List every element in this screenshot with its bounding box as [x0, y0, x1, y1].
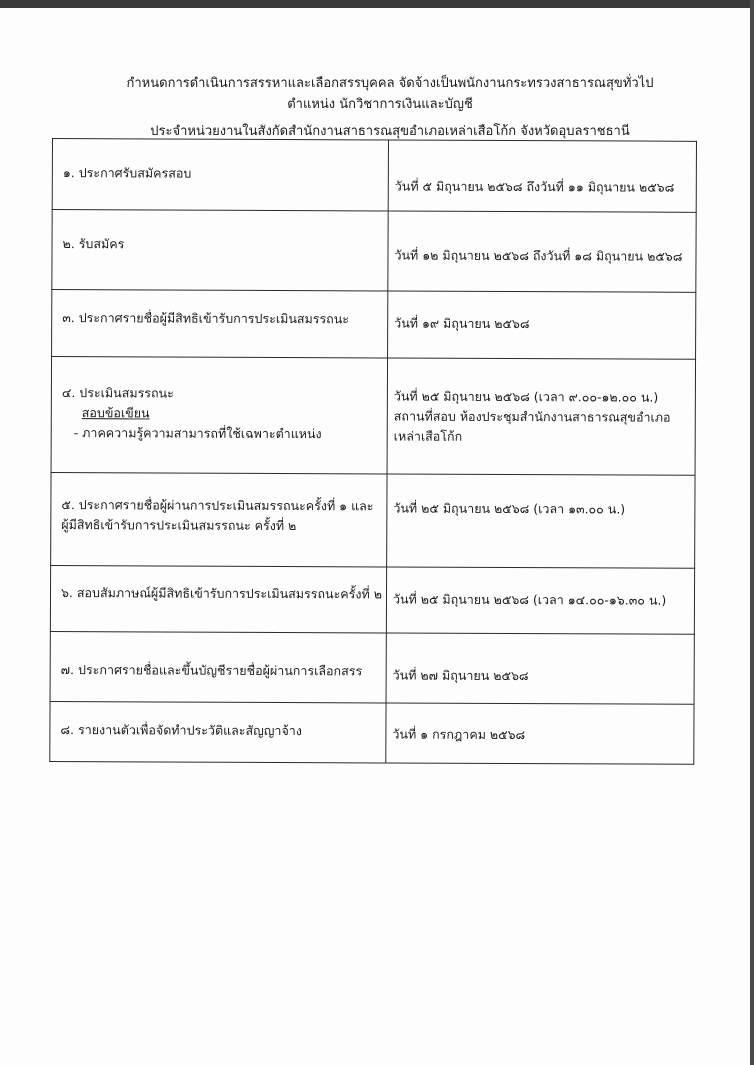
- step-label: ๔. ประเมินสมรรถนะ: [61, 385, 174, 401]
- step-label: ๑. ประกาศรับสมัครสอบ: [62, 165, 192, 181]
- step-cell: [51, 357, 388, 474]
- step-cell: [50, 631, 386, 702]
- date-cell: [388, 291, 696, 359]
- table-row: [52, 210, 696, 293]
- step-label: ๗. ประกาศรายชื่อและขึ้นบัญชีรายชื่อผู้ผ่านการเลือกสรร: [60, 662, 363, 679]
- date-label: วันที่ ๑๙ มิถุนายน ๒๕๖๘: [394, 315, 530, 332]
- date-label: วันที่ ๒๕ มิถุนายน ๒๕๖๘ (เวลา ๑๔.๐๐-๑๖.๓๐ น.): [392, 591, 667, 608]
- date-label: วันที่ ๑ กรกฎาคม ๒๕๖๘: [392, 726, 526, 743]
- date-cell: [388, 211, 696, 292]
- agency-title: ประจำหน่วยงานในสังกัดสำนักงานสาธารณสุขอำเภอเหล่าเสือโก้ก จังหวัดอุบลราชธานี: [150, 124, 630, 139]
- step-cell: [50, 701, 386, 762]
- step-label: ๒. รับสมัคร: [62, 236, 125, 252]
- date-cell: [388, 140, 696, 212]
- step-cell: [51, 472, 387, 566]
- document-title: กำหนดการดำเนินการสรรหาและเลือกสรรบุคคล จัดจ้างเป็นพนักงานกระทรวงสาธารณสุขทั่วไป: [126, 76, 654, 91]
- step-label-cont: ผู้มีสิทธิเข้ารับการประเมินสมรรถนะ ครั้งที่ ๒: [61, 517, 297, 534]
- window-right-edge: [750, 0, 754, 1065]
- date-cell: [386, 633, 694, 704]
- date-label: วันที่ ๒๕ มิถุนายน ๒๕๖๘ (เวลา ๑๓.๐๐ น.): [393, 500, 626, 517]
- exam-location-label: สถานที่สอบ ห้องประชุมสำนักงานสาธารณสุขอำเภอ: [393, 408, 671, 425]
- written-exam-label: สอบข้อเขียน: [81, 405, 150, 421]
- exam-location-label-cont: เหล่าเสือโก้ก: [393, 428, 463, 444]
- table-row: [51, 472, 695, 568]
- date-label: วันที่ ๒๕ มิถุนายน ๒๕๖๘ (เวลา ๙.๐๐-๑๒.๐๐ น.): [393, 388, 659, 405]
- step-label: ๕. ประกาศรายชื่อผู้ผ่านการประเมินสมรรถนะครั้งที่ ๑ และ: [61, 497, 374, 514]
- table-row: [52, 139, 696, 213]
- step-cell: [52, 139, 388, 211]
- date-cell: [386, 567, 694, 634]
- schedule-table: [49, 138, 697, 765]
- date-cell: [386, 703, 694, 764]
- step-label: ๘. รายงานตัวเพื่อจัดทำประวัติและสัญญาจ้าง: [60, 722, 302, 739]
- date-cell: [387, 474, 695, 568]
- step-label: ๓. ประกาศรายชื่อผู้มีสิทธิเข้ารับการประเมินสมรรถนะ: [62, 310, 350, 327]
- date-label: วันที่ ๕ มิถุนายน ๒๕๖๘ ถึงวันที่ ๑๑ มิถุนายน ๒๕๖๘: [394, 178, 675, 195]
- step-label: ๖. สอบสัมภาษณ์ผู้มีสิทธิเข้ารับการประเมินสมรรถนะครั้งที่ ๒: [60, 585, 382, 602]
- table-row: [50, 701, 694, 764]
- table-row: [50, 565, 694, 634]
- table-row: [50, 631, 694, 704]
- table-row: [51, 357, 696, 476]
- table-row: [52, 290, 696, 360]
- position-title: ตำแหน่ง นักวิชาการเงินและบัญชี: [287, 97, 473, 112]
- step-cell: [50, 565, 386, 632]
- date-cell: [387, 358, 696, 475]
- step-cell: [52, 290, 388, 358]
- step-cell: [52, 210, 388, 291]
- date-label: วันที่ ๒๗ มิถุนายน ๒๕๖๘: [392, 667, 529, 684]
- date-label: วันที่ ๑๒ มิถุนายน ๒๕๖๘ ถึงวันที่ ๑๘ มิถุนายน ๒๕๖๘: [394, 247, 683, 264]
- exam-topic-label: - ภาคความรู้ความสามารถที่ใช้เฉพาะตำแหน่ง: [73, 425, 322, 442]
- window-top-bar: [0, 0, 754, 8]
